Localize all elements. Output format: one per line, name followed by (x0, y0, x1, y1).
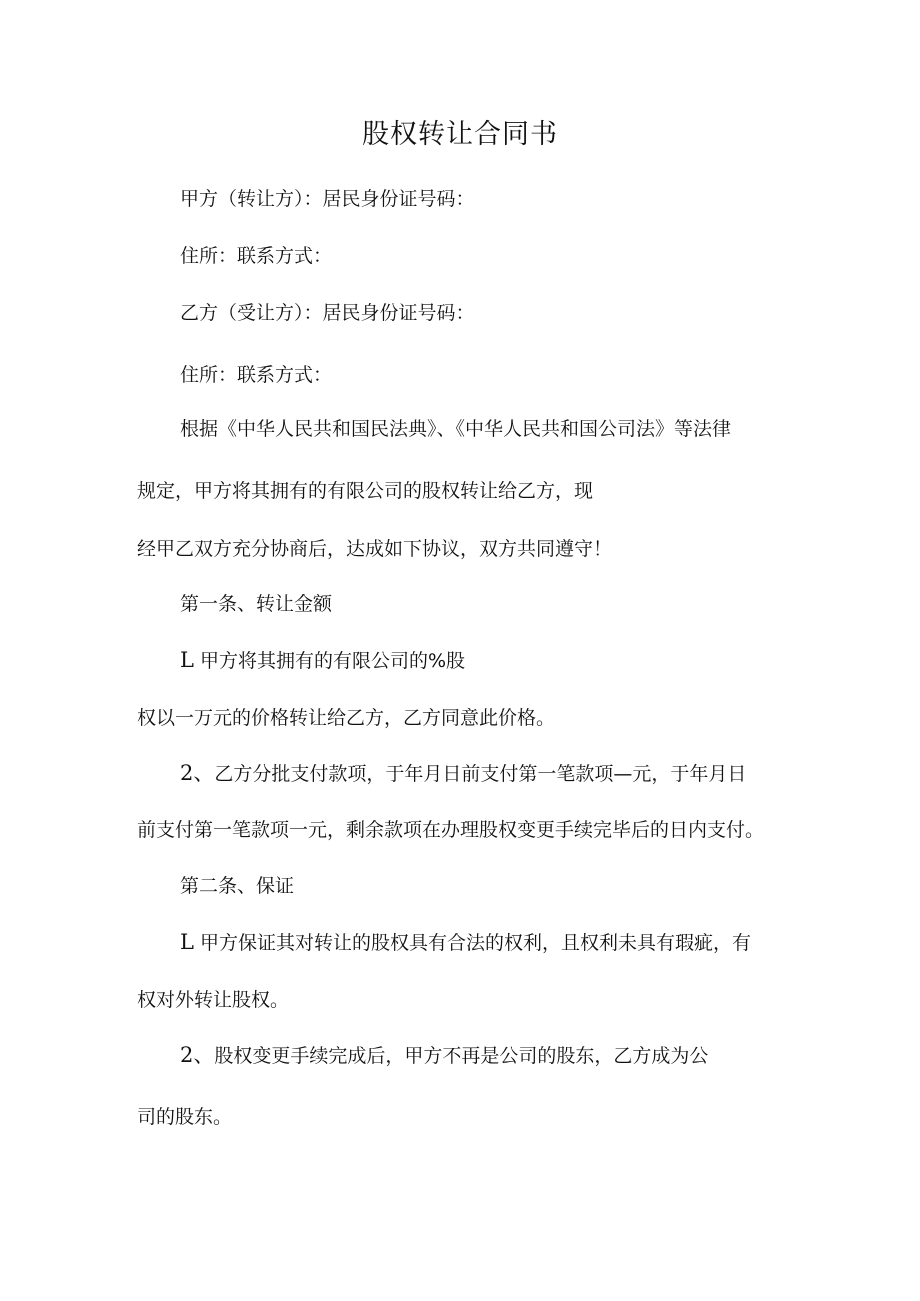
item-text: 股权变更手续完成后，甲方不再是公司的股东，乙方成为公 (214, 1045, 709, 1067)
document-title: 股权转让合同书 (362, 119, 558, 150)
article-2-heading: 第二条、保证 (180, 875, 295, 897)
item-marker: 2、 (180, 1043, 215, 1067)
preamble-line-1: 根据《中华人民共和国民法典》、《中华人民共和国公司法》等法律 (180, 418, 732, 440)
article-1-item-2 (180, 760, 746, 787)
item-text: 甲方保证其对转让的股权具有合法的权利，且权利未具有瑕疵，有 (200, 932, 752, 954)
item-marker: L (180, 648, 194, 672)
item-text: 甲方将其拥有的有限公司的%股 (200, 650, 466, 672)
article-2-item-2 (180, 1042, 708, 1069)
item-marker: L (180, 930, 194, 954)
article-1-item-1-cont: 权以一万元的价格转让给乙方，乙方同意此价格。 (137, 707, 556, 729)
article-1-item-2-cont: 前支付第一笔款项一元，剩余款项在办理股权变更手续完毕后的日内支付。 (137, 819, 765, 841)
party-a-id-line: 甲方（转让方）：居民身份证号码： (180, 188, 475, 210)
party-b-id-line: 乙方（受让方）：居民身份证号码： (180, 302, 475, 324)
article-1-heading: 第一条、转让金额 (180, 593, 333, 615)
party-a-address-line: 住所：联系方式： (180, 245, 333, 267)
article-1-item-1 (180, 647, 465, 674)
article-2-item-1 (180, 929, 751, 956)
party-b-address-line: 住所：联系方式： (180, 364, 333, 386)
item-marker: 2、 (180, 761, 215, 785)
article-2-item-2-cont: 司的股东。 (137, 1106, 233, 1128)
preamble-line-2: 规定，甲方将其拥有的有限公司的股权转让给乙方，现 (137, 480, 594, 502)
article-2-item-1-cont: 权对外转让股权。 (137, 989, 290, 1011)
preamble-line-3: 经甲乙双方充分协商后，达成如下协议，双方共同遵守！ (137, 538, 613, 560)
item-text: 乙方分批支付款项，于年月日前支付第一笔款项—元，于年月日 (214, 763, 747, 785)
